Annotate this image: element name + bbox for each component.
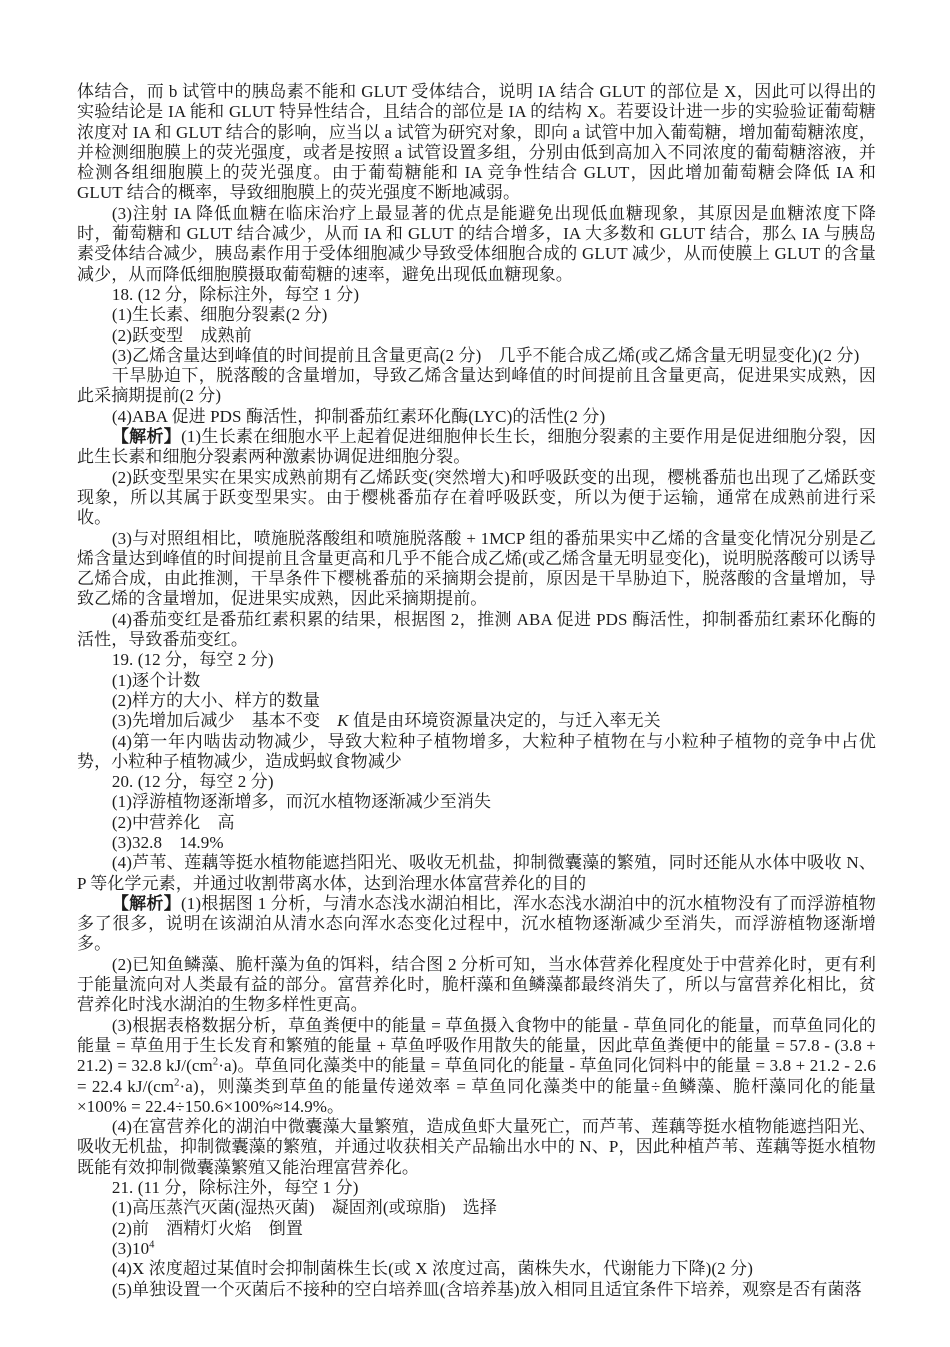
text-run: (3)先增加后减少 基本不变 [111,711,338,731]
text-run: 4 [149,1239,155,1251]
text-run: (1)浮游植物逐渐增多，而沉水植物逐渐减少至消失 [111,792,492,812]
text-run: (4)第一年内啮齿动物减少，导致大粒种子植物增多，大粒种子植物在与小粒种子植物的竞争中占优势，小粒种子植物减少，造成蚂蚁食物减少 [77,731,876,771]
text-run: 【解析】 [111,893,182,913]
text-run: 值是由环境资源量决定的，与迁入率无关 [348,711,661,731]
paragraph [77,366,876,407]
paragraph [77,813,876,833]
text-run: (2)跃变型果实在果实成熟前期有乙烯跃变(突然增大)和呼吸跃变的出现，樱桃番茄也出现了乙烯跃变现象，所以其属于跃变型果实。由于樱桃番茄存在着呼吸跃变，所以为便于运输，通常在成熟前进行采收。 [77,467,876,528]
paragraph [77,346,876,366]
text-run: (3)根据表格数据分析，草鱼粪便中的能量 = 草鱼摄入食物中的能量 - 草鱼同化的能量，而草鱼同化的能量 = 草鱼用于生长发育和繁殖的能量 + 草鱼呼吸作用散失的能量，因此草鱼粪便中的能量 = 57.8 - (3.8 + 21.2) = 32.8 kJ/(cm [77,1015,876,1076]
paragraph [77,529,876,610]
text-run: (3)与对照组相比，喷施脱落酸组和喷施脱落酸 + 1MCP 组的番茄果实中乙烯的含量变化情况分别是乙烯含量达到峰值的时间提前且含量更高和几乎不能合成乙烯(或乙烯含量无明显变化)，说明脱落酸可以诱导乙烯合成，由此推测，干旱条件下樱桃番茄的采摘期会提前，原因是干旱胁迫下，脱落酸的含量增加，导致乙烯的含量增加，促进果实成熟，因此采摘期提前。 [77,528,876,609]
text-run: (5)单独设置一个灭菌后不接种的空白培养皿(含培养基)放入相同且适宜条件下培养，观察是否有菌落 [111,1279,862,1299]
paragraph [77,1259,876,1279]
text-run: 2 [212,1056,219,1068]
paragraph [77,833,876,853]
text-run: (3)32.8 14.9% [111,832,224,852]
text-run: (4)在富营养化的湖泊中微囊藻大量繁殖，造成鱼虾大量死亡，而芦苇、莲藕等挺水植物能遮挡阳光、吸收无机盐，抑制微囊藻的繁殖，并通过收获相关产品输出水中的 N、P，因此种植芦苇、莲藕等挺水植物既能有效抑制微囊藻繁殖又能治理富营养化。 [77,1117,876,1177]
text-run: (2)已知鱼鳞藻、脆杆藻为鱼的饵料，结合图 2 分析可知，当水体营养化程度处于中营养化时，更有利于能量流向对人类最有益的部分。富营养化时，脆杆藻和鱼鳞藻都最终消失了，所以与富营养化相比，贫营养化时浅水湖泊的生物多样性更高。 [77,954,876,1015]
text-run: (3)10 [111,1238,150,1258]
paragraph [77,671,876,691]
paragraph [77,1219,876,1239]
text-run: (1)生长素在细胞水平上起着促进细胞伸长生长，细胞分裂素的主要作用是促进细胞分裂，因此生长素和细胞分裂素两种激素协调促进细胞分裂。 [77,427,876,467]
paragraph [77,1178,876,1198]
paragraph [77,82,876,204]
paragraph [77,711,876,731]
paragraph [77,894,876,955]
paragraph [77,1016,876,1117]
text-run: 【解析】 [111,427,182,447]
text-run: (2)中营养化 高 [111,812,235,832]
text-run: (4)番茄变红是番茄红素积累的结果，根据图 2，推测 ABA 促进 PDS 酶活性，抑制番茄红素环化酶的活性，导致番茄变红。 [77,609,876,650]
text-run: (2)前 酒精灯火焰 倒置 [111,1218,303,1238]
text-run: 19. (12 分，每空 2 分) [111,650,274,670]
text-run: (4)ABA 促进 PDS 酶活性，抑制番茄红素环化酶(LYC)的活性(2 分) [111,406,606,426]
text-run: 体结合，而 b 试管中的胰岛素不能和 GLUT 受体结合，说明 IA 结合 GLUT 的部位是 X，因此可以得出的实验结论是 IA 能和 GLUT 特异性结合，且结合的部位是 IA 的结构 X。若要设计进一步的实验验证葡萄糖浓度对 IA 和 GLUT 结合的影响，应当以 a 试管为研究对象，即向 a 试管中加入葡萄糖，增加葡萄糖浓度，并检测细胞膜上的荧光强度，或者是按照 a 试管设置多组，分别由低到高加入不同浓度的葡萄糖溶液，并检测各组细胞膜上的荧光强度。由于葡萄糖能和 IA 竞争性结合 GLUT，因此增加葡萄糖会降低 IA 和 GLUT 结合的概率，导致细胞膜上的荧光强度不断地减弱。 [77,82,876,203]
text-run: ·a)，则藻类到草鱼的能量传递效率 = 草鱼同化藻类中的能量÷鱼鳞藻、脆杆藻同化的能量×100% = 22.4÷150.6×100%≈14.9%。 [77,1076,877,1116]
paragraph [77,204,876,285]
paragraph [77,407,876,427]
text-run: 2 [174,1076,180,1088]
text-run: 21. (11 分，除标注外，每空 1 分) [111,1178,359,1198]
text-run: (3)注射 IA 降低血糖在临床治疗上最显著的优点是能避免出现低血糖现象，其原因是血糖浓度下降时，葡萄糖和 GLUT 结合减少，从而 IA 和 GLUT 的结合增多，IA 大多数和 GLUT 结合，那么 IA 与胰岛素受体结合减少，胰岛素作用于受体细胞减少导致受体细胞合成的 GLUT 减少，从而使膜上 GLUT 的含量减少，从而降低细胞膜摄取葡萄糖的速率，避免出现低血糖现象。 [77,203,876,284]
text-run: (4)芦苇、莲藕等挺水植物能遮挡阳光、吸收无机盐，抑制微囊藻的繁殖，同时还能从水体中吸收 N、P 等化学元素，并通过收割带离水体，达到治理水体富营养化的目的 [77,853,876,893]
paragraph [77,772,876,792]
text-run: ·a)。草鱼同化藻类中的能量 = 草鱼同化的能量 - 草鱼同化饲料中的能量 = 3.8 + 21.2 - 2.6 = 22.4 kJ/(cm [77,1056,876,1096]
paragraph [77,792,876,812]
text-run: K [337,711,349,731]
text-run: (1)根据图 1 分析，与清水态浅水湖泊相比，浑水态浅水湖泊中的沉水植物没有了而浮游植物多了很多，说明在该湖泊从清水态向浑水态变化过程中，沉水植物逐渐减少至消失，而浮游植物逐渐增多。 [77,893,876,954]
answer-key-content [77,82,876,1300]
paragraph [77,468,876,529]
paragraph [77,285,876,305]
text-run: (4)X 浓度超过某值时会抑制菌株生长(或 X 浓度过高，菌株失水，代谢能力下降)(2 分) [111,1259,753,1279]
paragraph [77,305,876,325]
text-run: (1)逐个计数 [111,670,201,690]
paragraph [77,1239,876,1259]
paragraph [77,326,876,346]
paragraph [77,955,876,1016]
paragraph [77,427,876,468]
paragraph [77,853,876,894]
paragraph [77,691,876,711]
text-run: (1)生长素、细胞分裂素(2 分) [111,305,328,325]
paragraph [77,1198,876,1218]
text-run: (3)乙烯含量达到峰值的时间提前且含量更高(2 分) 几乎不能合成乙烯(或乙烯含量无明显变化)(2 分) [111,345,860,365]
paragraph [77,650,876,670]
text-run: 干旱胁迫下，脱落酸的含量增加，导致乙烯含量达到峰值的时间提前且含量更高，促进果实成熟，因此采摘期提前(2 分) [77,366,876,406]
paragraph [77,1117,876,1178]
text-run: (2)样方的大小、样方的数量 [111,690,321,710]
text-run: (2)跃变型 成熟前 [111,325,252,345]
paragraph [77,1280,876,1300]
text-run: 18. (12 分，除标注外，每空 1 分) [111,284,360,304]
paragraph [77,610,876,651]
text-run: (1)高压蒸汽灭菌(湿热灭菌) 凝固剂(或琼脂) 选择 [111,1198,498,1218]
text-run: 20. (12 分，每空 2 分) [111,772,274,792]
paragraph [77,732,876,773]
